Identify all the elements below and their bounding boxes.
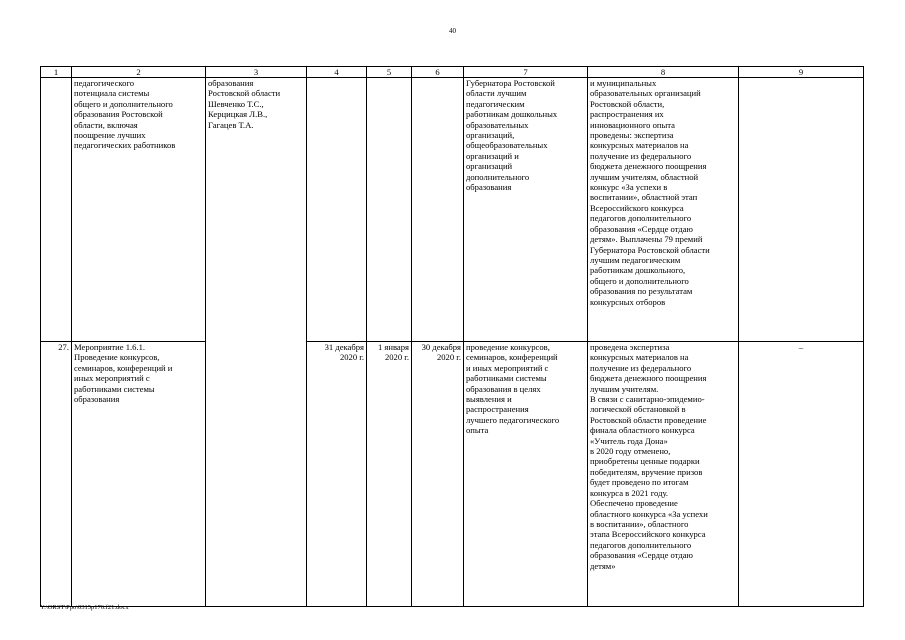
header-col-4: 4 (307, 67, 367, 78)
cell-reasons: – (739, 342, 864, 607)
header-col-1: 1 (41, 67, 72, 78)
cell-actual-end: 30 декабря 2020 г. (412, 342, 464, 607)
cell-planned-end: 31 декабря 2020 г. (307, 342, 367, 607)
report-table (40, 66, 864, 607)
footer-file-path: Y:\ORST\Ppo\0315p176.f21.docx (40, 604, 129, 611)
cell-planned-end (307, 78, 367, 342)
header-col-2: 2 (72, 67, 206, 78)
cell-expected-result: Губернатора Ростовской области лучшим педагогическим работникам дошкольных образовательных организаций, общеобразовательных организаций и организаций дополнительного образования (464, 78, 588, 342)
table-row-continued (41, 78, 864, 342)
cell-responsible: образования Ростовской области Шевченко Т.С., Керцицкая Л.В., Гагацев Т.А. (206, 78, 307, 342)
cell-number (41, 78, 72, 342)
cell-activity: Мероприятие 1.6.1. Проведение конкурсов, семинаров, конференций и иных мероприятий с работниками системы образования (72, 342, 206, 607)
header-col-7: 7 (464, 67, 588, 78)
cell-number: 27. (41, 342, 72, 607)
header-col-6: 6 (412, 67, 464, 78)
cell-actual-result: и муниципальных образовательных организаций Ростовской области, распространения их инновационного опыта проведены: экспертиза конкурсных материалов на получение из федерального бюджета денежного поощрения лучшим учителям, областной конкурс «За успехи в воспитании», областной этап Всероссийского конкурса педагогов дополнительного образования «Сердце отдаю детям». Выплачены 79 премий Губернатора Ростовской области лучшим педагогическим работникам дошкольного, общего и дополнительного образования по результатам конкурсных отборов (588, 78, 739, 342)
cell-expected-result: проведение конкурсов, семинаров, конференций и иных мероприятий с работниками системы образования в целях выявления и распространения лучшего педагогического опыта (464, 342, 588, 607)
cell-actual-result: проведена экспертиза конкурсных материалов на получение из федерального бюджета денежного поощрения лучшим учителям. В связи с санитарно-эпидемио- логической обстановкой в Ростовской области проведение финала областного конкурса «Учитель года Дона» в 2020 году отменено, приобретены ценные подарки победителям, вручение призов будет проведено по итогам конкурса в 2021 году. Обеспечено проведение областного конкурса «За успехи в воспитании», областного этапа Всероссийского конкурса педагогов дополнительного образования «Сердце отдаю детям» (588, 342, 739, 607)
table-row-27 (41, 342, 864, 607)
header-col-5: 5 (367, 67, 412, 78)
page-number: 40 (449, 27, 456, 35)
cell-responsible (206, 342, 307, 607)
cell-activity: педагогического потенциала системы общего и дополнительного образования Ростовской области, включая поощрение лучших педагогических работников (72, 78, 206, 342)
header-col-9: 9 (739, 67, 864, 78)
table-header-row (41, 67, 864, 78)
cell-reasons (739, 78, 864, 342)
header-col-8: 8 (588, 67, 739, 78)
cell-actual-start: 1 января 2020 г. (367, 342, 412, 607)
cell-actual-end (412, 78, 464, 342)
header-col-3: 3 (206, 67, 307, 78)
cell-actual-start (367, 78, 412, 342)
